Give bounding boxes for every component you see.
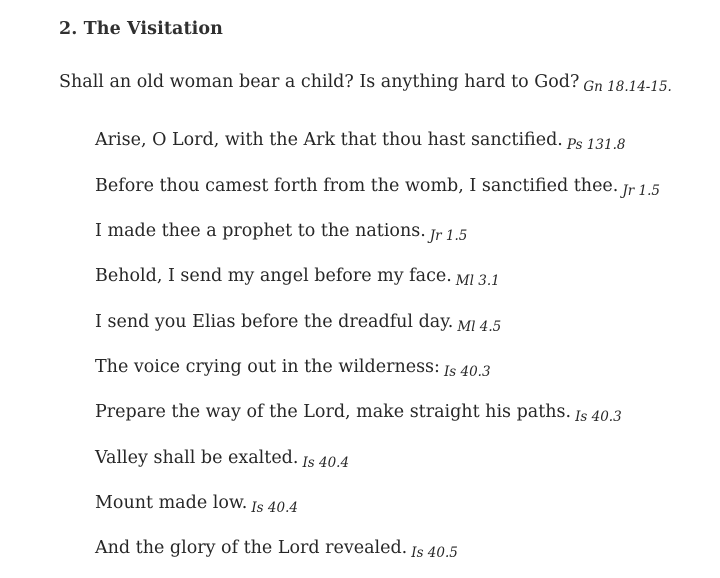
- scripture-reference: Is 40.4: [251, 500, 298, 516]
- list-item-text: And the glory of the Lord revealed.: [95, 538, 408, 558]
- scripture-reference: Ml 3.1: [455, 273, 500, 289]
- list-item-text-line: [95, 130, 626, 153]
- list-item-text-line: [95, 221, 468, 244]
- scripture-reference: Is 40.3: [575, 409, 622, 425]
- scripture-reference: Is 40.5: [411, 545, 458, 561]
- scripture-reference: Jr 1.5: [429, 228, 468, 244]
- list-item-text: Prepare the way of the Lord, make straight his paths.: [95, 402, 572, 422]
- section-heading: 2. The Visitation: [59, 19, 224, 39]
- list-item-text: I send you Elias before the dreadful day.: [95, 312, 454, 332]
- list-item-text-line: [95, 357, 491, 380]
- list-item-text-line: [95, 312, 502, 335]
- scripture-reference: Is 40.4: [302, 455, 350, 471]
- list-item-text: Behold, I send my angel before my face.: [95, 266, 452, 286]
- list-item-text-line: [95, 266, 500, 289]
- intro-reference: Gn 18.14-15.: [583, 79, 672, 95]
- scripture-reference: Is 40.3: [443, 364, 491, 380]
- list-item-text: Arise, O Lord, with the Ark that thou hast sanctified.: [95, 130, 563, 150]
- scripture-reference: Jr 1.5: [622, 183, 660, 199]
- list-item-text: Mount made low.: [95, 493, 248, 513]
- scripture-reference: Ml 4.5: [457, 319, 502, 335]
- list-item-text-line: [95, 448, 350, 471]
- list-item-text-line: [95, 176, 660, 199]
- list-item-text: Valley shall be exalted.: [95, 448, 299, 468]
- intro-line: [59, 72, 672, 95]
- list-item-text: The voice crying out in the wilderness:: [95, 357, 440, 377]
- list-item-text: I made thee a prophet to the nations.: [95, 221, 426, 241]
- list-item-text: Before thou camest forth from the womb, I sanctified thee.: [95, 176, 619, 196]
- scripture-reference: Ps 131.8: [566, 137, 626, 153]
- list-item-text-line: [95, 538, 458, 561]
- intro-text: Shall an old woman bear a child? Is anything hard to God?: [59, 72, 580, 92]
- list-item-text-line: [95, 402, 622, 425]
- list-item-text-line: [95, 493, 298, 516]
